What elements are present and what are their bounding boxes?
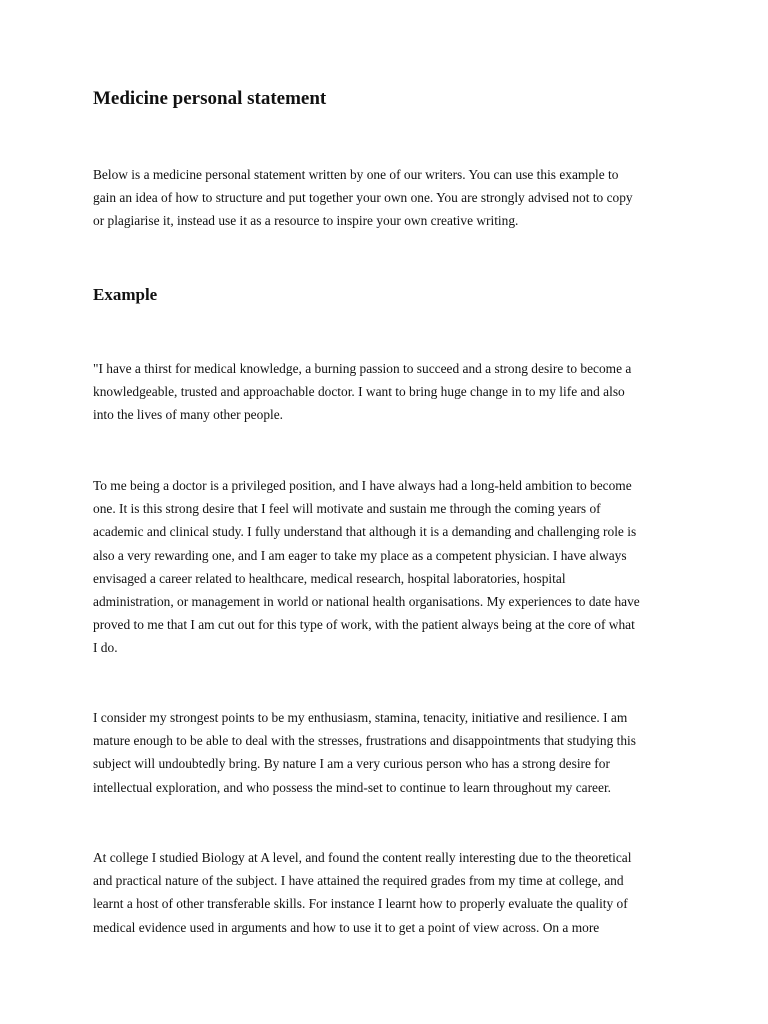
text-line: into the lives of many other people. (93, 407, 284, 423)
document-title: Medicine personal statement (93, 88, 327, 109)
text-line: knowledgeable, trusted and approachable doctor. I want to bring huge change in to my life and also (93, 384, 625, 400)
statement-paragraph-2 (93, 474, 683, 660)
text-line: intellectual exploration, and who possess the mind-set to continue to learn throughout my career. (93, 779, 612, 795)
text-line: Below is a medicine personal statement written by one of our writers. You can use this example to (93, 167, 619, 182)
intro-paragraph (93, 163, 683, 233)
text-line: one. It is this strong desire that I feel will motivate and sustain me through the coming years of (93, 501, 601, 517)
text-line: I consider my strongest points to be my enthusiasm, stamina, tenacity, initiative and resilience. I am (93, 710, 628, 725)
example-heading: Example (93, 285, 158, 304)
statement-paragraph-4 (93, 846, 683, 939)
text-line: and practical nature of the subject. I have attained the required grades from my time at college, and (93, 873, 624, 889)
text-line: also a very rewarding one, and I am eager to take my place as a competent physician. I have always (93, 547, 627, 563)
text-line: "I have a thirst for medical knowledge, a burning passion to succeed and a strong desire to become a (93, 361, 632, 376)
text-line: subject will undoubtedly bring. By nature I am a very curious person who has a strong desire for (93, 756, 610, 772)
text-line: academic and clinical study. I fully understand that although it is a demanding and challenging role is (93, 524, 637, 540)
text-line: envisaged a career related to healthcare, medical research, hospital laboratories, hospital (93, 570, 566, 586)
text-line: learnt a host of other transferable skills. For instance I learnt how to properly evaluate the quality of (93, 896, 628, 912)
text-line: or plagiarise it, instead use it as a resource to inspire your own creative writing. (93, 213, 519, 229)
text-line: mature enough to be able to deal with the stresses, frustrations and disappointments that studying this (93, 733, 636, 749)
text-line: administration, or management in world or national health organisations. My experiences to date have (93, 594, 640, 610)
statement-paragraph-3 (93, 706, 683, 799)
text-line: I do. (93, 640, 118, 656)
text-line: proved to me that I am cut out for this type of work, with the patient always being at the core of what (93, 617, 635, 633)
text-line: medical evidence used in arguments and how to use it to get a point of view across. On a more (93, 919, 600, 935)
statement-paragraph-1 (93, 357, 683, 427)
text-line: At college I studied Biology at A level, and found the content really interesting due to the theoretical (93, 850, 632, 865)
text-line: To me being a doctor is a privileged position, and I have always had a long-held ambition to become (93, 478, 632, 493)
text-line: gain an idea of how to structure and put together your own one. You are strongly advised not to copy (93, 190, 633, 206)
